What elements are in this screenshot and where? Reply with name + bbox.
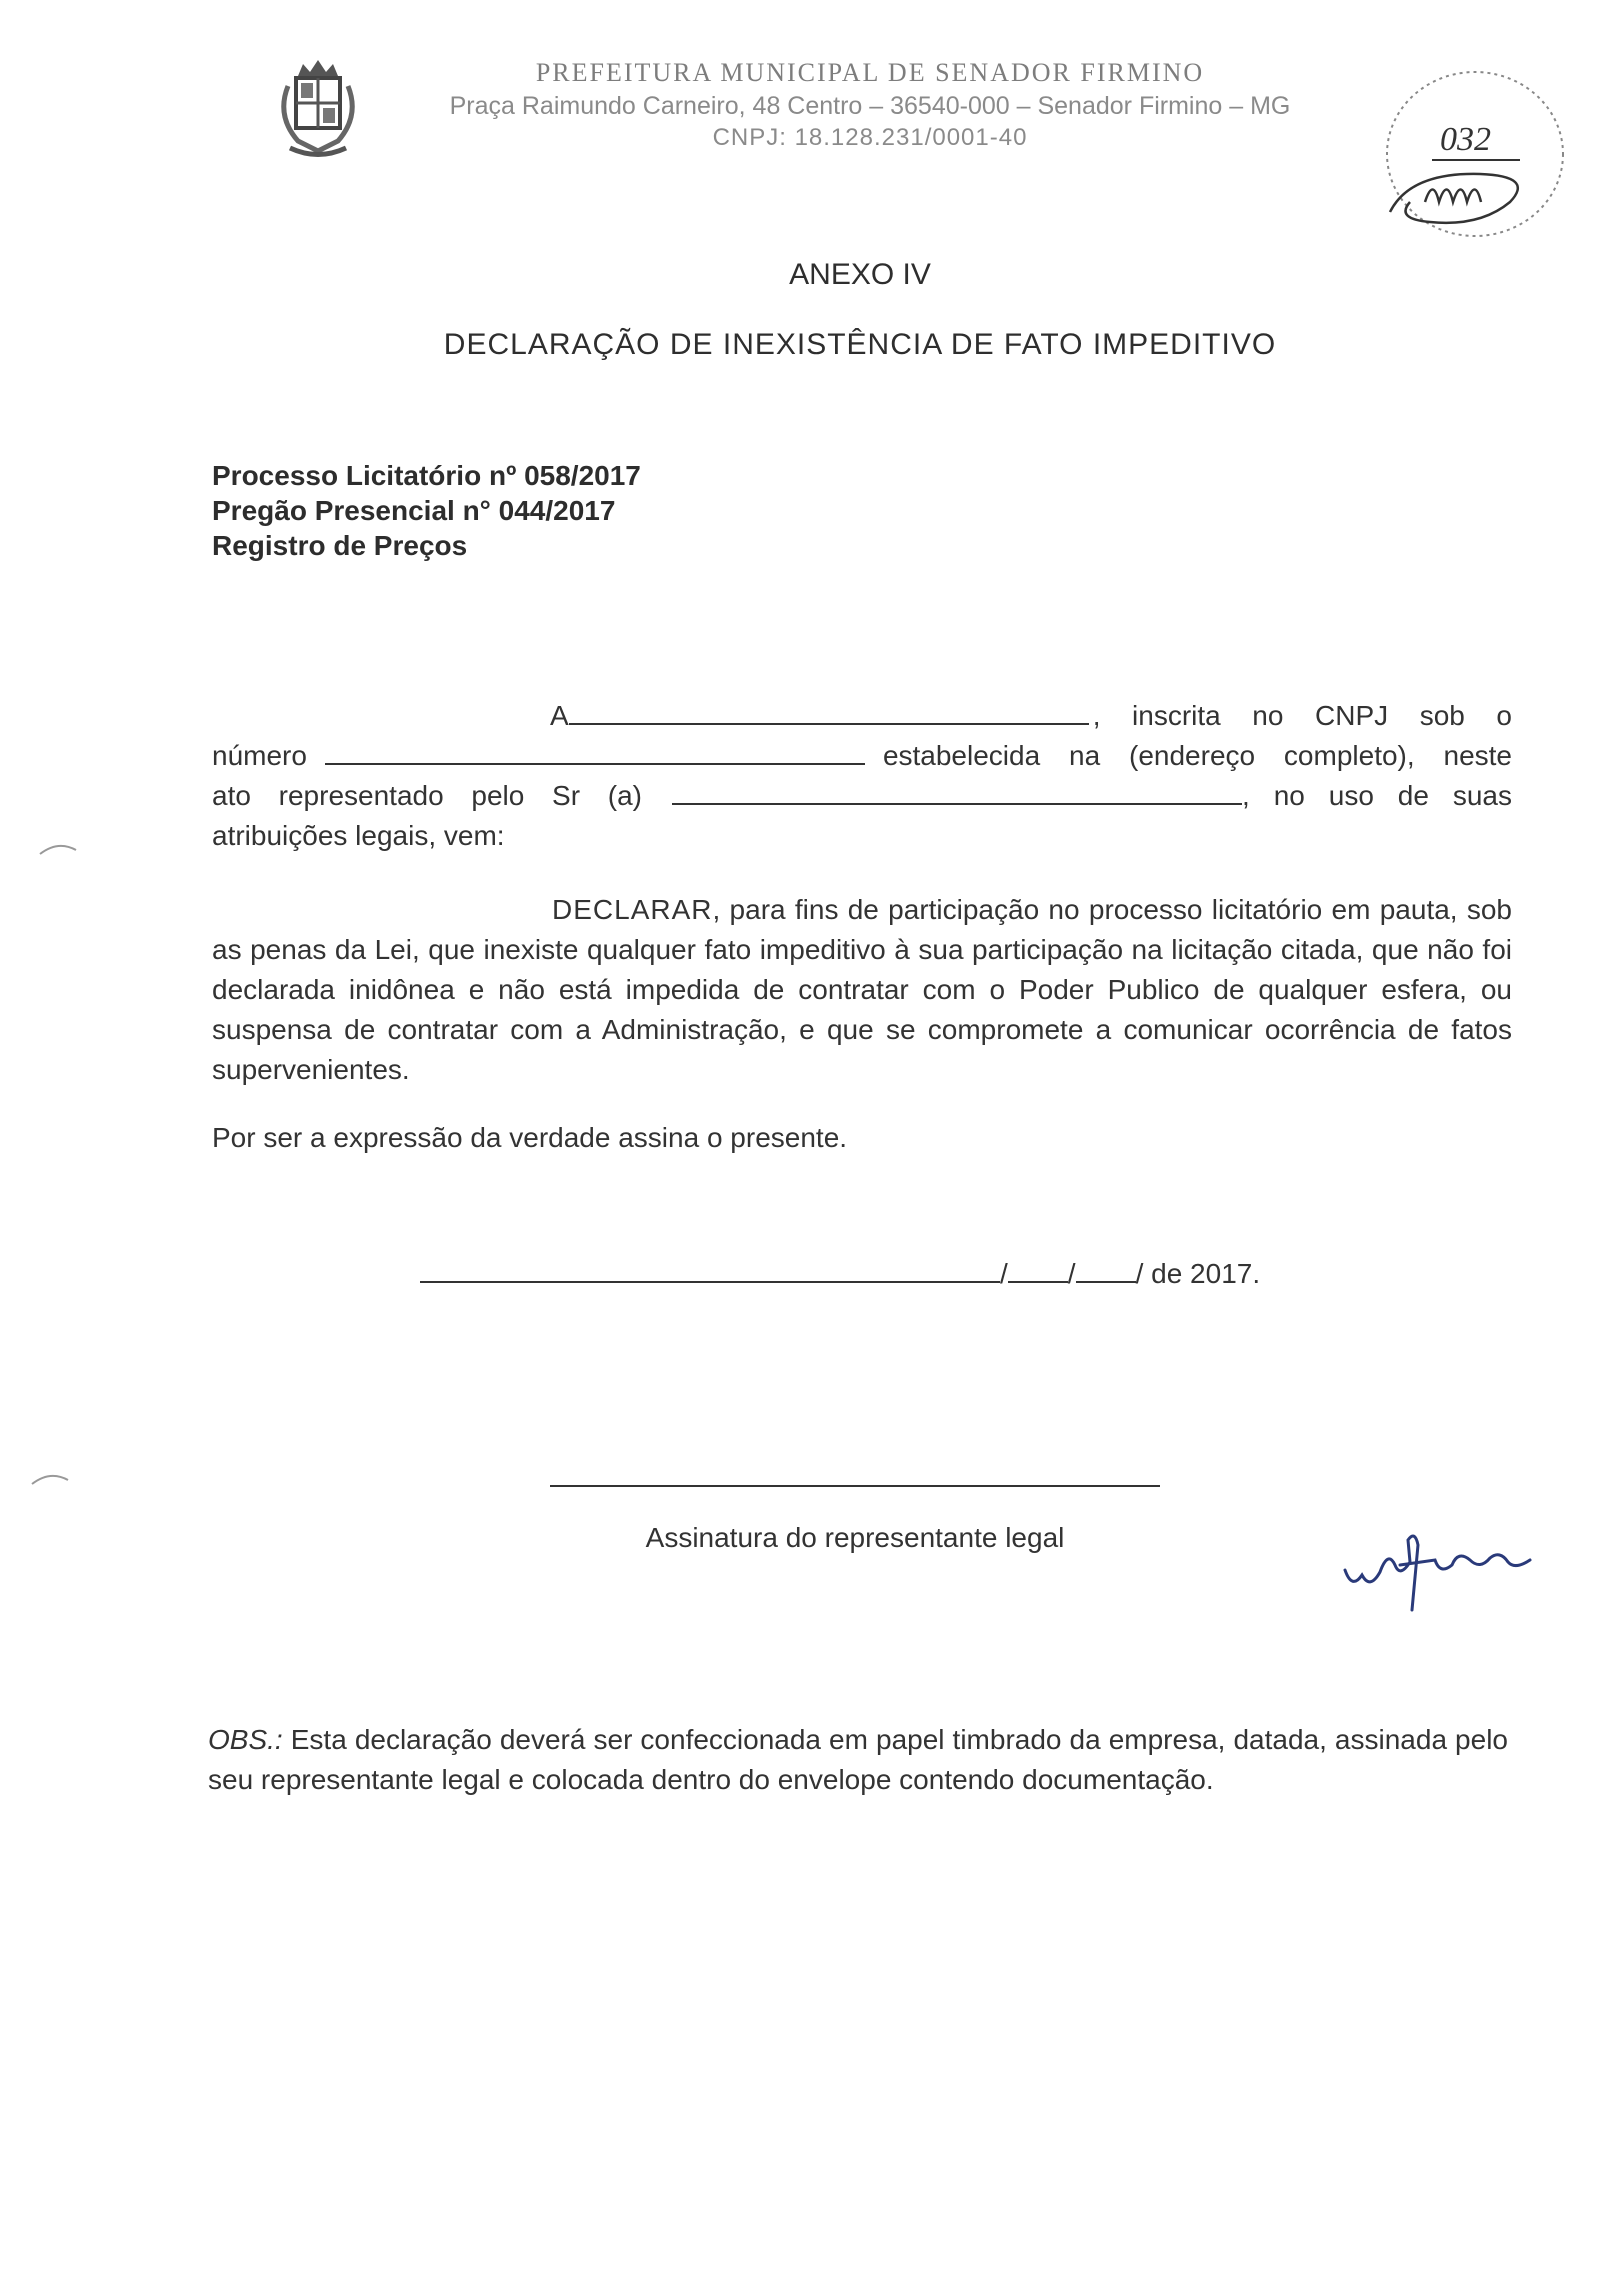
obs-text: Esta declaração deverá ser confeccionada em papel timbrado da empresa, datada, assinada pelo seu representante legal e colocada dentro do envelope contendo documentação. xyxy=(208,1724,1508,1795)
margin-punch-mark xyxy=(38,838,78,858)
date-line xyxy=(420,1258,1260,1290)
fill-label-ato: ato representado pelo Sr (a) xyxy=(212,780,642,811)
letterhead-cnpj: CNPJ: 18.128.231/0001-40 xyxy=(712,124,1028,151)
process-licitatorio: Processo Licitatório nº 058/2017 xyxy=(212,460,641,491)
margin-punch-mark xyxy=(30,1468,70,1488)
truth-statement: Por ser a expressão da verdade assina o presente. xyxy=(212,1122,848,1153)
fill-label-inscrita: , inscrita no CNPJ sob o xyxy=(1092,700,1512,731)
handwritten-initials-icon xyxy=(1340,1520,1540,1630)
municipal-crest-icon xyxy=(268,56,368,166)
fill-line-cnpj xyxy=(212,740,1512,772)
signature-line[interactable] xyxy=(550,1485,1160,1487)
fill-line-company xyxy=(212,700,1512,732)
fill-label-atribuicoes: atribuições legais, vem: xyxy=(212,820,505,851)
process-registro: Registro de Preços xyxy=(212,530,468,561)
day-blank[interactable] xyxy=(1008,1259,1068,1283)
representative-name-blank[interactable] xyxy=(672,781,1242,805)
place-blank[interactable] xyxy=(420,1259,1000,1283)
page-stamp-icon xyxy=(1370,62,1570,252)
fill-label-numero: número xyxy=(212,740,307,771)
date-sep-1: / xyxy=(1000,1258,1008,1289)
document-title: DECLARAÇÃO DE INEXISTÊNCIA DE FATO IMPEDITIVO xyxy=(443,328,1277,361)
cnpj-number-blank[interactable] xyxy=(325,741,865,765)
observation-note xyxy=(208,1720,1508,1800)
declaration-text: , para fins de participação no processo licitatório em pauta, sob as penas da Lei, que inexiste qualquer fato impeditivo à sua participação na licitação citada, que não foi declarada inidônea e não está impedida de contratar com o Poder Publico de qualquer esfera, ou suspensa de contratar com a Administração, e que se compromete a comunicar ocorrência de fatos supervenientes. xyxy=(212,894,1512,1085)
declaration-paragraph xyxy=(212,890,1512,1090)
date-sep-2: / xyxy=(1067,1258,1076,1289)
process-pregao: Pregão Presencial n° 044/2017 xyxy=(212,495,616,526)
company-name-blank[interactable] xyxy=(569,701,1089,725)
date-suffix: / de 2017. xyxy=(1135,1258,1261,1289)
fill-label-estabelecida: estabelecida na (endereço completo), neste xyxy=(882,740,1512,771)
letterhead-address: Praça Raimundo Carneiro, 48 Centro – 36540-000 – Senador Firmino – MG xyxy=(449,92,1291,120)
letterhead-name: PREFEITURA MUNICIPAL DE SENADOR FIRMINO xyxy=(535,58,1205,87)
stamp-page-number: 032 xyxy=(1440,121,1491,158)
declaration-keyword: DECLARAR xyxy=(552,894,713,925)
fill-label-uso: , no uso de suas xyxy=(1242,780,1512,811)
signature-label: Assinatura do representante legal xyxy=(645,1522,1065,1553)
fill-line-representative xyxy=(212,780,1512,812)
month-blank[interactable] xyxy=(1076,1259,1136,1283)
obs-label: OBS.: xyxy=(208,1724,283,1755)
fill-label-a: A xyxy=(550,700,569,731)
annex-heading: ANEXO IV xyxy=(789,258,931,291)
